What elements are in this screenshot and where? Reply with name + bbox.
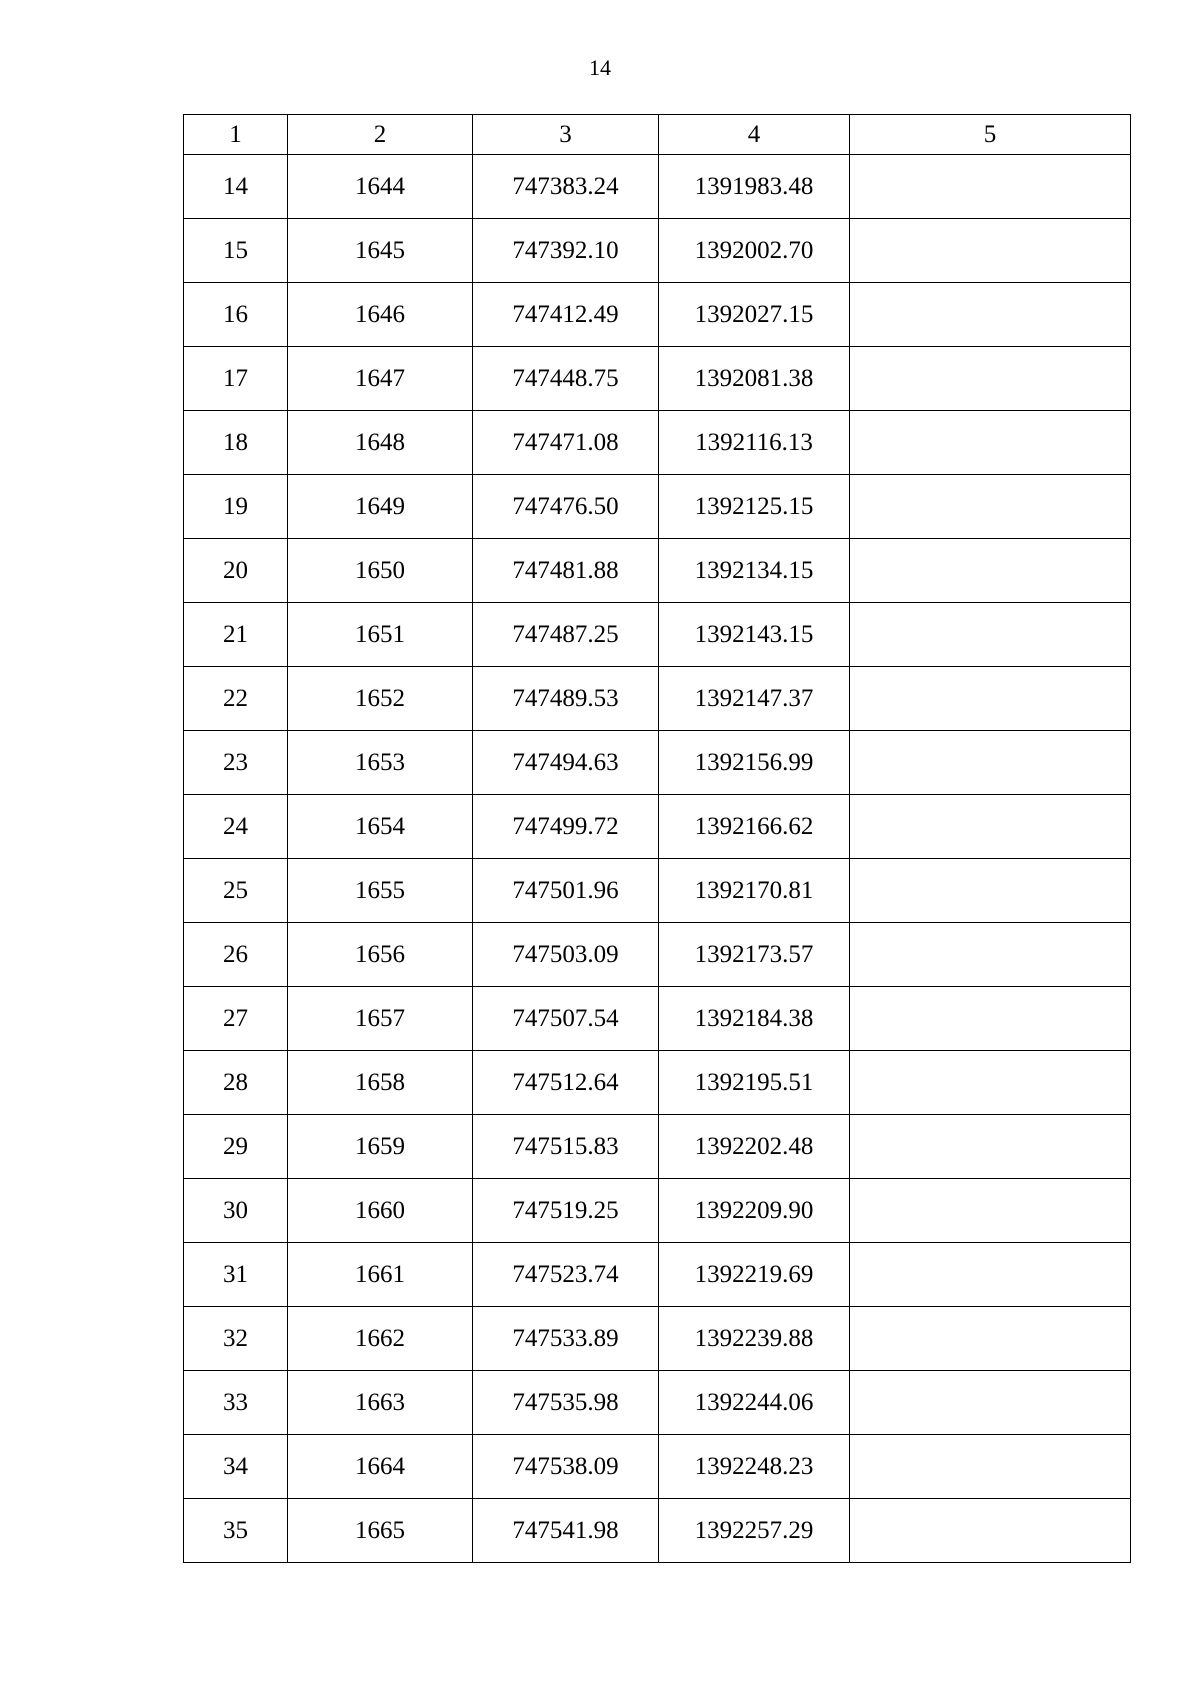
table-cell: 23 xyxy=(184,731,288,795)
table-row xyxy=(184,219,1131,283)
table-cell xyxy=(850,1435,1131,1499)
table-cell xyxy=(850,283,1131,347)
table-cell: 747494.63 xyxy=(473,731,659,795)
table-cell xyxy=(850,219,1131,283)
table-cell: 1392209.90 xyxy=(659,1179,850,1243)
table-cell xyxy=(850,1115,1131,1179)
table-cell: 747523.74 xyxy=(473,1243,659,1307)
coordinates-table xyxy=(183,114,1131,1563)
table-cell: 1392239.88 xyxy=(659,1307,850,1371)
header-row xyxy=(184,115,1131,155)
table-row xyxy=(184,923,1131,987)
table-cell: 34 xyxy=(184,1435,288,1499)
table-row xyxy=(184,859,1131,923)
table-row xyxy=(184,731,1131,795)
table-cell: 30 xyxy=(184,1179,288,1243)
table-cell: 747489.53 xyxy=(473,667,659,731)
column-header: 4 xyxy=(659,115,850,155)
table-cell: 1647 xyxy=(288,347,473,411)
table-cell: 747515.83 xyxy=(473,1115,659,1179)
table-cell: 19 xyxy=(184,475,288,539)
table-cell: 1651 xyxy=(288,603,473,667)
table-row xyxy=(184,411,1131,475)
table-cell: 21 xyxy=(184,603,288,667)
table-row xyxy=(184,283,1131,347)
table-cell: 1648 xyxy=(288,411,473,475)
table-row xyxy=(184,1243,1131,1307)
column-header: 1 xyxy=(184,115,288,155)
table-cell: 1392166.62 xyxy=(659,795,850,859)
table-cell xyxy=(850,475,1131,539)
table-cell: 747507.54 xyxy=(473,987,659,1051)
table-cell: 24 xyxy=(184,795,288,859)
table-cell: 1664 xyxy=(288,1435,473,1499)
table-cell: 26 xyxy=(184,923,288,987)
table-cell xyxy=(850,667,1131,731)
table-cell: 20 xyxy=(184,539,288,603)
table-cell: 1392195.51 xyxy=(659,1051,850,1115)
table-cell: 27 xyxy=(184,987,288,1051)
table-cell: 1659 xyxy=(288,1115,473,1179)
table-cell: 1645 xyxy=(288,219,473,283)
table-cell: 1392143.15 xyxy=(659,603,850,667)
table-cell: 1661 xyxy=(288,1243,473,1307)
table-row xyxy=(184,1051,1131,1115)
column-header: 3 xyxy=(473,115,659,155)
table-cell: 747392.10 xyxy=(473,219,659,283)
table-cell: 1392147.37 xyxy=(659,667,850,731)
table-cell: 32 xyxy=(184,1307,288,1371)
table-row xyxy=(184,347,1131,411)
table-cell: 1392156.99 xyxy=(659,731,850,795)
table-row xyxy=(184,1435,1131,1499)
table-cell xyxy=(850,795,1131,859)
table-cell: 1662 xyxy=(288,1307,473,1371)
table-cell: 747538.09 xyxy=(473,1435,659,1499)
table-row xyxy=(184,475,1131,539)
table-cell: 1654 xyxy=(288,795,473,859)
table-cell: 1392248.23 xyxy=(659,1435,850,1499)
table-cell: 747541.98 xyxy=(473,1499,659,1563)
table-cell: 1392002.70 xyxy=(659,219,850,283)
table-cell xyxy=(850,1051,1131,1115)
table-cell: 747503.09 xyxy=(473,923,659,987)
table-cell: 1391983.48 xyxy=(659,155,850,219)
table-cell: 1392134.15 xyxy=(659,539,850,603)
table-cell: 747412.49 xyxy=(473,283,659,347)
table-cell: 747533.89 xyxy=(473,1307,659,1371)
table-cell xyxy=(850,987,1131,1051)
table-row xyxy=(184,1499,1131,1563)
column-header: 2 xyxy=(288,115,473,155)
table-cell xyxy=(850,1307,1131,1371)
table-cell: 1392027.15 xyxy=(659,283,850,347)
table-cell: 18 xyxy=(184,411,288,475)
table-cell: 35 xyxy=(184,1499,288,1563)
table-cell: 1392173.57 xyxy=(659,923,850,987)
table-cell: 1392257.29 xyxy=(659,1499,850,1563)
table-cell xyxy=(850,539,1131,603)
table-cell: 33 xyxy=(184,1371,288,1435)
table-cell: 747448.75 xyxy=(473,347,659,411)
table-cell: 16 xyxy=(184,283,288,347)
table-cell: 1658 xyxy=(288,1051,473,1115)
table-row xyxy=(184,1307,1131,1371)
table-cell xyxy=(850,347,1131,411)
table-cell: 747535.98 xyxy=(473,1371,659,1435)
table-cell: 747487.25 xyxy=(473,603,659,667)
table-cell xyxy=(850,1371,1131,1435)
table-cell: 25 xyxy=(184,859,288,923)
table-cell xyxy=(850,1499,1131,1563)
table-cell: 747519.25 xyxy=(473,1179,659,1243)
table-cell xyxy=(850,923,1131,987)
table-cell: 1392202.48 xyxy=(659,1115,850,1179)
table-header xyxy=(184,115,1131,155)
table-cell: 17 xyxy=(184,347,288,411)
table-cell: 747471.08 xyxy=(473,411,659,475)
table-cell: 1663 xyxy=(288,1371,473,1435)
table-row xyxy=(184,987,1131,1051)
table-cell: 1392116.13 xyxy=(659,411,850,475)
table-cell: 1392170.81 xyxy=(659,859,850,923)
table-cell: 1649 xyxy=(288,475,473,539)
table-cell: 747499.72 xyxy=(473,795,659,859)
table-cell xyxy=(850,859,1131,923)
table-cell: 1657 xyxy=(288,987,473,1051)
table-cell: 1646 xyxy=(288,283,473,347)
table-cell xyxy=(850,155,1131,219)
table-cell: 1650 xyxy=(288,539,473,603)
table-cell: 28 xyxy=(184,1051,288,1115)
table-cell: 1660 xyxy=(288,1179,473,1243)
column-header: 5 xyxy=(850,115,1131,155)
table-cell: 1644 xyxy=(288,155,473,219)
table-cell: 747481.88 xyxy=(473,539,659,603)
table-cell: 15 xyxy=(184,219,288,283)
table-cell: 1392081.38 xyxy=(659,347,850,411)
table-cell: 31 xyxy=(184,1243,288,1307)
table-cell: 1392244.06 xyxy=(659,1371,850,1435)
table-body xyxy=(184,155,1131,1563)
table-row xyxy=(184,795,1131,859)
table-cell: 1392125.15 xyxy=(659,475,850,539)
table-cell: 747512.64 xyxy=(473,1051,659,1115)
table-cell xyxy=(850,411,1131,475)
table-cell: 1665 xyxy=(288,1499,473,1563)
table-row xyxy=(184,603,1131,667)
table-cell xyxy=(850,603,1131,667)
table-cell xyxy=(850,1179,1131,1243)
table-cell: 1655 xyxy=(288,859,473,923)
table-cell: 1392184.38 xyxy=(659,987,850,1051)
page-number: 14 xyxy=(589,55,611,80)
table-cell: 747383.24 xyxy=(473,155,659,219)
table-row xyxy=(184,155,1131,219)
table-row xyxy=(184,539,1131,603)
table-row xyxy=(184,1179,1131,1243)
table-cell: 29 xyxy=(184,1115,288,1179)
table-cell: 1656 xyxy=(288,923,473,987)
table-row xyxy=(184,667,1131,731)
table-cell: 747476.50 xyxy=(473,475,659,539)
table-cell: 1653 xyxy=(288,731,473,795)
table-cell: 1652 xyxy=(288,667,473,731)
table-cell: 747501.96 xyxy=(473,859,659,923)
table-cell: 14 xyxy=(184,155,288,219)
table-row xyxy=(184,1115,1131,1179)
table-cell xyxy=(850,1243,1131,1307)
table-cell: 22 xyxy=(184,667,288,731)
table-cell xyxy=(850,731,1131,795)
table-row xyxy=(184,1371,1131,1435)
table-cell: 1392219.69 xyxy=(659,1243,850,1307)
